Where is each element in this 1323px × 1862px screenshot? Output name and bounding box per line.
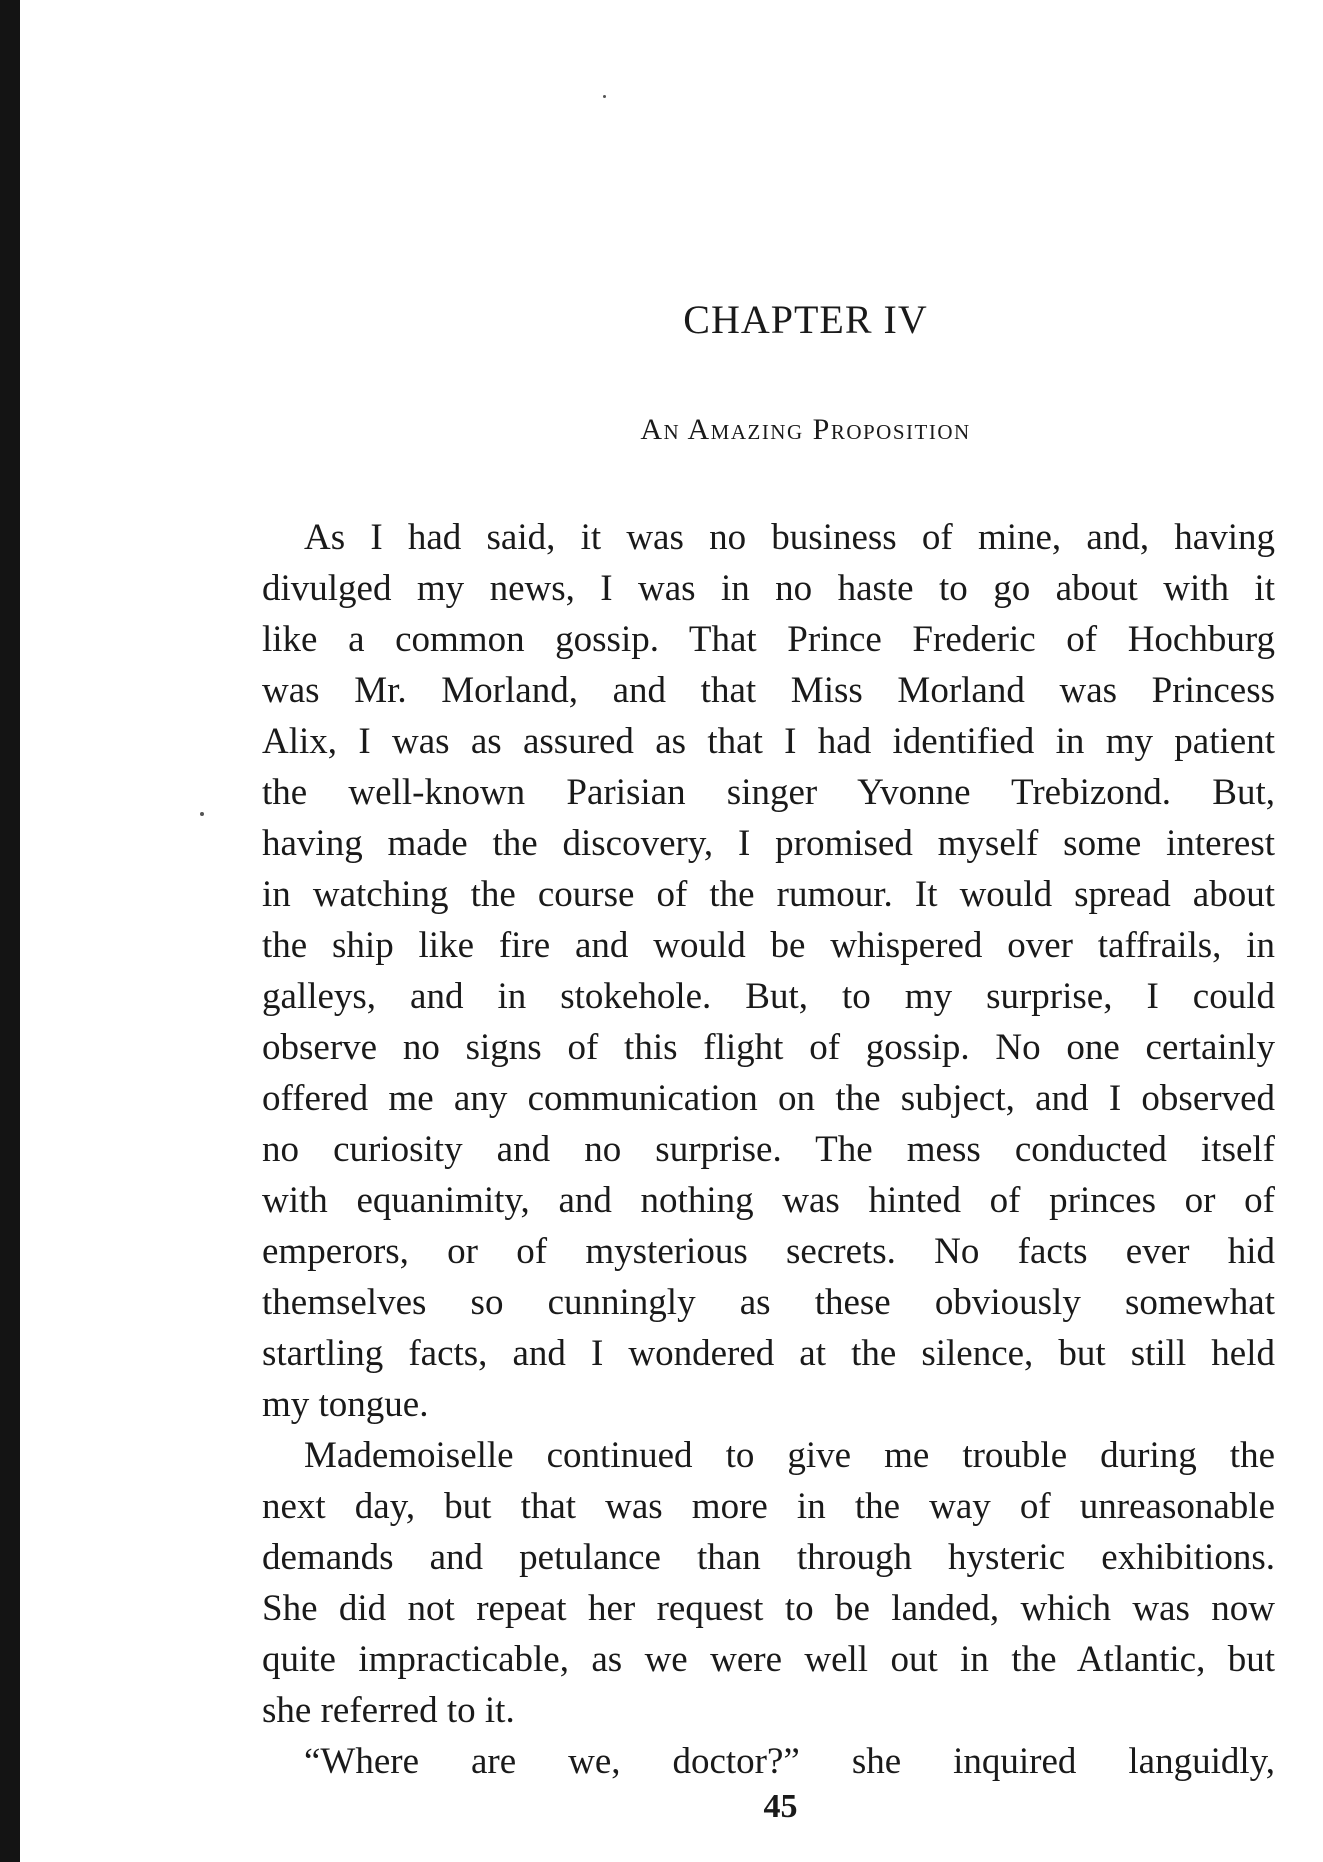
chapter-heading: CHAPTER IV bbox=[683, 297, 928, 342]
text-line: demands and petulance than through hysteric exhibitions. bbox=[262, 1537, 1275, 1578]
ink-speck bbox=[200, 812, 204, 816]
book-page bbox=[262, 0, 1275, 1862]
text-line: the ship like fire and would be whispered over taffrails, in bbox=[262, 925, 1275, 966]
paragraph bbox=[262, 1430, 1275, 1736]
text-line: emperors, or of mysterious secrets. No facts ever hid bbox=[262, 1231, 1275, 1272]
text-line: Alix, I was as assured as that I had identified in my patient bbox=[262, 721, 1275, 762]
text-line: As I had said, it was no business of mine, and, having bbox=[304, 517, 1275, 558]
text-line: like a common gossip. That Prince Frederic of Hochburg bbox=[262, 619, 1275, 660]
text-line: She did not repeat her request to be landed, which was now bbox=[262, 1588, 1275, 1629]
text-line: she referred to it. bbox=[262, 1690, 515, 1731]
binding-edge bbox=[0, 0, 20, 1862]
text-line: divulged my news, I was in no haste to go about with it bbox=[262, 568, 1275, 609]
text-line: next day, but that was more in the way of unreasonable bbox=[262, 1486, 1275, 1527]
text-line: startling facts, and I wondered at the silence, but still held bbox=[262, 1333, 1275, 1374]
text-line: themselves so cunningly as these obviously somewhat bbox=[262, 1282, 1275, 1323]
text-line: no curiosity and no surprise. The mess conducted itself bbox=[262, 1129, 1275, 1170]
text-line: the well-known Parisian singer Yvonne Trebizond. But, bbox=[262, 772, 1275, 813]
body-text bbox=[262, 512, 1275, 1787]
chapter-subtitle: An Amazing Proposition bbox=[640, 413, 971, 446]
text-line: observe no signs of this flight of gossip. No one certainly bbox=[262, 1027, 1275, 1068]
page-number: 45 bbox=[763, 1788, 798, 1825]
text-line: with equanimity, and nothing was hinted of princes or of bbox=[262, 1180, 1275, 1221]
text-line: Mademoiselle continued to give me trouble during the bbox=[304, 1435, 1275, 1476]
text-line: in watching the course of the rumour. It would spread about bbox=[262, 874, 1275, 915]
paragraph bbox=[262, 512, 1275, 1430]
text-line: “Where are we, doctor?” she inquired languidly, bbox=[304, 1741, 1275, 1782]
text-line: galleys, and in stokehole. But, to my surprise, I could bbox=[262, 976, 1275, 1017]
text-line: quite impracticable, as we were well out in the Atlantic, but bbox=[262, 1639, 1275, 1680]
text-line: offered me any communication on the subject, and I observed bbox=[262, 1078, 1275, 1119]
text-line: having made the discovery, I promised myself some interest bbox=[262, 823, 1275, 864]
text-line: was Mr. Morland, and that Miss Morland was Princess bbox=[262, 670, 1275, 711]
text-line: my tongue. bbox=[262, 1384, 429, 1425]
paragraph bbox=[262, 1736, 1275, 1787]
